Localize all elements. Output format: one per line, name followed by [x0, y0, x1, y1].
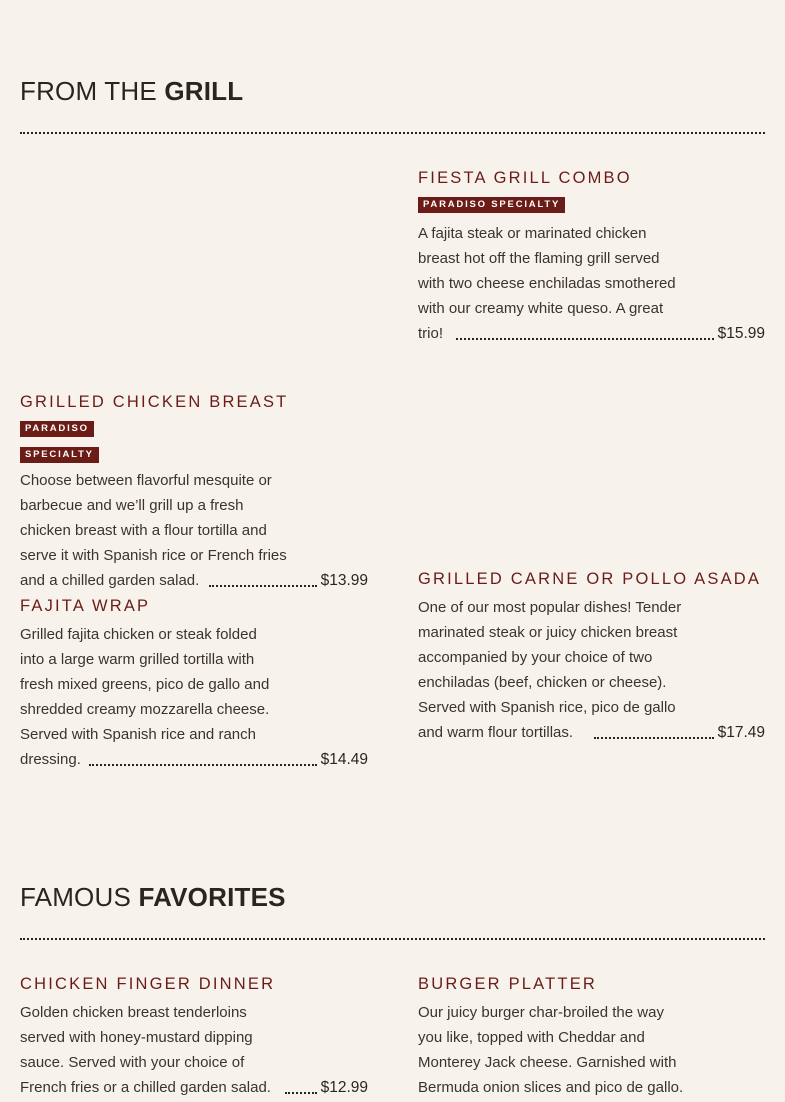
section-divider	[20, 938, 765, 940]
item-title-row	[20, 971, 368, 998]
item-description: Choose between flavorful mesquite or barbecue and we’ll grill up a fresh chicken breast with a flour tortilla and serve it with Spanish rice or French fries and a chilled garden salad.	[20, 472, 287, 589]
section-divider	[20, 132, 765, 134]
item-price: $17.49	[717, 724, 765, 741]
item-title-row	[418, 566, 765, 593]
dot-leader	[456, 338, 714, 340]
item-description-block	[20, 468, 368, 593]
specialty-badge: PARADISO SPECIALTY	[418, 197, 565, 213]
menu-item-fiesta-grill-combo	[418, 165, 765, 346]
menu-item-burger-platter	[418, 971, 765, 1100]
item-description: Grilled fajita chicken or steak folded into a large warm grilled tortilla with fresh mixed greens, pico de gallo and shredded creamy mozzarella cheese. Served with Spanish rice and ranch dressing.	[20, 626, 270, 768]
item-description: Our juicy burger char-broiled the way you like, topped with Cheddar and Monterey Jack cheese. Garnished with Bermuda onion slices and pico de gallo.	[418, 1004, 684, 1096]
item-description: A fajita steak or marinated chicken breast hot off the flaming grill served with two cheese enchiladas smothered with our creamy white queso. A great trio!	[418, 225, 676, 342]
item-title-row	[20, 593, 368, 620]
item-name: FAJITA WRAP	[20, 597, 151, 615]
price-leader	[285, 1075, 368, 1100]
item-price: $12.99	[320, 1079, 368, 1096]
item-description: Golden chicken breast tenderloins served with honey-mustard dipping sauce. Served with your choice of French fries or a chilled garden salad.	[20, 1004, 271, 1096]
item-name: GRILLED CHICKEN BREAST	[20, 393, 289, 411]
price-leader	[594, 720, 765, 745]
menu-item-fajita-wrap	[20, 593, 368, 772]
dot-leader	[285, 1092, 317, 1094]
price-leader	[89, 747, 368, 772]
item-title-row	[20, 389, 368, 443]
item-description-block	[20, 622, 368, 772]
section-title-bold: GRILL	[164, 76, 244, 106]
item-title-row	[418, 971, 765, 998]
item-name: GRILLED CARNE OR POLLO ASADA	[418, 570, 762, 588]
section-title-favorites	[20, 882, 286, 913]
section-title-grill	[20, 76, 243, 107]
item-name: BURGER PLATTER	[418, 975, 598, 993]
item-title-row	[418, 165, 765, 219]
item-description: One of our most popular dishes! Tender marinated steak or juicy chicken breast accompanied by your choice of two enchiladas (beef, chicken or cheese). Served with Spanish rice, pico de gallo and warm flour tortillas.	[418, 599, 682, 741]
item-description-block	[20, 1000, 368, 1100]
specialty-badge-continued: SPECIALTY	[20, 447, 99, 463]
price-leader	[209, 568, 368, 593]
section-title-light: FROM THE	[20, 76, 157, 106]
specialty-badge: PARADISO	[20, 421, 94, 437]
item-price: $13.99	[320, 572, 368, 589]
dot-leader	[89, 764, 317, 766]
item-description-block	[418, 221, 765, 346]
item-description-block	[418, 1000, 765, 1100]
dot-leader	[594, 737, 714, 739]
menu-item-chicken-finger-dinner	[20, 971, 368, 1100]
item-name: FIESTA GRILL COMBO	[418, 169, 632, 187]
menu-item-grilled-carne-pollo-asada	[418, 566, 765, 745]
item-name: CHICKEN FINGER DINNER	[20, 975, 276, 993]
menu-item-grilled-chicken-breast	[20, 389, 368, 593]
item-description-block	[418, 595, 765, 745]
price-leader	[456, 321, 765, 346]
section-title-bold: FAVORITES	[138, 882, 286, 912]
item-price: $15.99	[717, 325, 765, 342]
dot-leader	[209, 585, 317, 587]
section-title-light: FAMOUS	[20, 882, 131, 912]
item-price: $14.49	[320, 751, 368, 768]
item-title-row-2	[20, 443, 368, 465]
